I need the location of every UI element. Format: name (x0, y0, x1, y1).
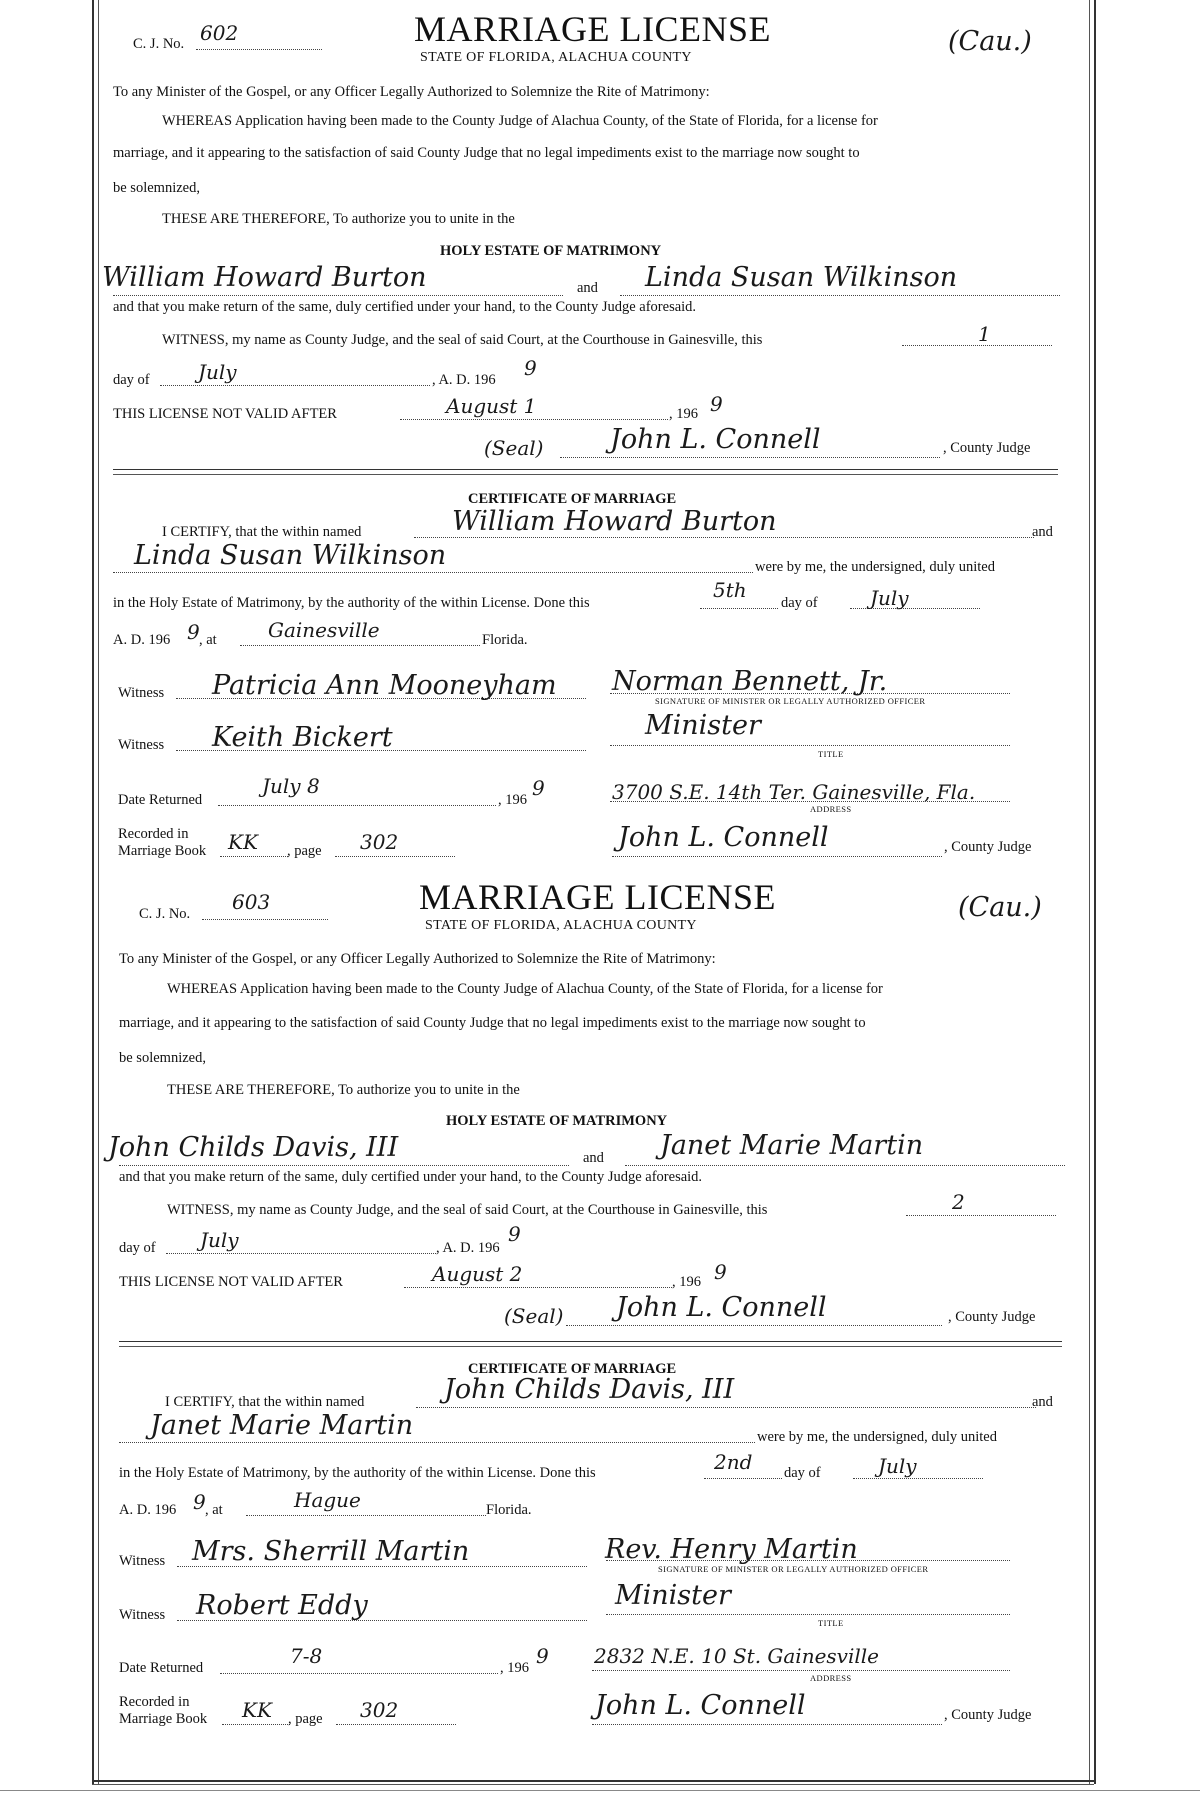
florida-label: Florida. (482, 632, 528, 648)
day-of-label: day of (113, 372, 150, 388)
license-title: MARRIAGE LICENSE (414, 9, 771, 49)
cj-label: C. J. No. (139, 906, 191, 922)
county-judge-label: , County Judge (943, 440, 1031, 456)
not-valid-label: THIS LICENSE NOT VALID AFTER (119, 1274, 343, 1290)
officer-caption: SIGNATURE OF MINISTER OR LEGALLY AUTHORIZED OFFICER (655, 696, 926, 706)
year-digit: 9 (187, 620, 200, 644)
month: July (198, 360, 237, 384)
ad-label: , A. D. 196 (436, 1240, 500, 1256)
date-returned: 7-8 (290, 1644, 323, 1668)
day-of-label: day of (119, 1240, 156, 1256)
comma-196: , 196 (672, 1274, 701, 1290)
recorded-in-label: Recorded in (119, 1694, 190, 1710)
officer-signature: Rev. Henry Martin (605, 1534, 858, 1565)
license-subtitle: STATE OF FLORIDA, ALACHUA COUNTY (425, 918, 697, 933)
book: KK (242, 1698, 272, 1722)
address-caption: ADDRESS (810, 1673, 852, 1683)
witness-line: WITNESS, my name as County Judge, and the seal of said Court, at the Courthouse in Gainesville, this (167, 1202, 768, 1218)
judge-signature: John L. Connell (610, 424, 821, 455)
county-judge-label: , County Judge (948, 1309, 1036, 1325)
license-subtitle: STATE OF FLORIDA, ALACHUA COUNTY (420, 50, 692, 65)
whereas-line-3: be solemnized, (113, 180, 200, 196)
not-valid-year: 9 (710, 392, 723, 416)
section-divider (113, 469, 1058, 470)
ad-line: A. D. 196 (119, 1502, 177, 1518)
page-number: 302 (360, 1698, 399, 1722)
day-of-label: day of (781, 595, 818, 611)
date-returned-label: Date Returned (119, 1660, 204, 1676)
therefore-line: THESE ARE THEREFORE, To authorize you to unite in the (167, 1082, 520, 1098)
bottom-border (92, 1780, 1094, 1782)
marriage-book-label: Marriage Book (119, 1711, 208, 1727)
certify-line: I CERTIFY, that the within named (165, 1394, 365, 1410)
ad-label: , A. D. 196 (432, 372, 496, 388)
therefore-line: THESE ARE THEREFORE, To authorize you to unite in the (162, 211, 515, 227)
address-line: To any Minister of the Gospel, or any Officer Legally Authorized to Solemnize the Rite of Matrimony: (119, 951, 716, 967)
holy-estate-line: in the Holy Estate of Matrimony, by the authority of the within License. Done this (119, 1465, 596, 1481)
address-caption: ADDRESS (810, 804, 852, 814)
officer-address: 3700 S.E. 14th Ter. Gainesville, Fla. (612, 780, 976, 804)
cert-judge-signature: John L. Connell (595, 1690, 806, 1721)
cert-and-word: and (1032, 1394, 1053, 1410)
whereas-line-2: marriage, and it appearing to the satisfaction of said County Judge that no legal impediments exist to the marriage now sought to (119, 1015, 866, 1031)
border-inner-right (1089, 0, 1090, 1784)
recorded-in-label: Recorded in (118, 826, 189, 842)
page-label: , page (287, 843, 322, 859)
return-line: and that you make return of the same, duly certified under your hand, to the County Judge aforesaid. (113, 299, 697, 315)
whereas-line-3: be solemnized, (119, 1050, 206, 1066)
seal-mark: (Seal) (484, 436, 544, 460)
bride-name: Janet Marie Martin (660, 1130, 924, 1161)
witness-1-label: Witness (119, 1553, 166, 1569)
county-judge-label: , County Judge (944, 839, 1032, 855)
at-label: , at (205, 1502, 223, 1518)
comma-196: , 196 (669, 406, 698, 422)
officer-address: 2832 N.E. 10 St. Gainesville (594, 1644, 880, 1668)
not-valid-date: August 2 (432, 1262, 523, 1286)
cert-and-word: and (1032, 524, 1053, 540)
cert-groom-name: John Childs Davis, III (444, 1374, 735, 1405)
year-digit: 9 (524, 356, 537, 380)
cj-number: 603 (232, 890, 271, 914)
section-divider (119, 1341, 1062, 1342)
done-day: 2nd (714, 1450, 753, 1474)
address-line: To any Minister of the Gospel, or any Officer Legally Authorized to Solemnize the Rite of Matrimony: (113, 84, 710, 100)
cj-label: C. J. No. (133, 36, 185, 52)
cert-groom-name: William Howard Burton (452, 506, 777, 537)
done-day: 5th (713, 578, 747, 602)
not-valid-label: THIS LICENSE NOT VALID AFTER (113, 406, 337, 422)
groom-name: John Childs Davis, III (108, 1132, 399, 1163)
at-label: , at (199, 632, 217, 648)
holy-estate-line: in the Holy Estate of Matrimony, by the authority of the within License. Done this (113, 595, 590, 611)
seal-mark: (Seal) (504, 1304, 564, 1328)
groom-name: William Howard Burton (102, 262, 427, 293)
page-edge (0, 1790, 1200, 1791)
day-of-label: day of (784, 1465, 821, 1481)
place: Gainesville (268, 618, 380, 642)
certify-line: I CERTIFY, that the within named (162, 524, 362, 540)
officer-title: Minister (615, 1580, 731, 1611)
witness-day: 2 (952, 1190, 965, 1214)
witness-line: WITNESS, my name as County Judge, and the seal of said Court, at the Courthouse in Gainesville, this (162, 332, 763, 348)
border-inner-left (98, 0, 99, 1784)
returned-year: 9 (532, 776, 545, 800)
race-note: (Cau.) (948, 26, 1032, 57)
and-word: and (583, 1150, 604, 1166)
returned-comma-196: , 196 (498, 792, 527, 808)
united-line: were by me, the undersigned, duly united (755, 559, 995, 575)
title-caption: TITLE (818, 1618, 844, 1628)
cert-bride-name: Janet Marie Martin (150, 1410, 414, 1441)
cert-bride-name: Linda Susan Wilkinson (134, 540, 447, 571)
race-note: (Cau.) (958, 892, 1042, 923)
whereas-line-2: marriage, and it appearing to the satisfaction of said County Judge that no legal impediments exist to the marriage now sought to (113, 145, 860, 161)
license-title: MARRIAGE LICENSE (419, 877, 776, 917)
united-line: were by me, the undersigned, duly united (757, 1429, 997, 1445)
witness-1-label: Witness (118, 685, 165, 701)
return-line: and that you make return of the same, duly certified under your hand, to the County Judge aforesaid. (119, 1169, 703, 1185)
date-returned-label: Date Returned (118, 792, 203, 808)
not-valid-year: 9 (714, 1260, 727, 1284)
date-returned: July 8 (262, 774, 320, 798)
certificate-title: CERTIFICATE OF MARRIAGE (468, 491, 677, 507)
witness-2-label: Witness (118, 737, 165, 753)
done-month: July (878, 1454, 917, 1478)
witness-2-label: Witness (119, 1607, 166, 1623)
month: July (200, 1228, 239, 1252)
officer-caption: SIGNATURE OF MINISTER OR LEGALLY AUTHORIZED OFFICER (658, 1564, 929, 1574)
cert-judge-signature: John L. Connell (618, 822, 829, 853)
witness-1-name: Mrs. Sherrill Martin (192, 1536, 470, 1567)
returned-comma-196: , 196 (500, 1660, 529, 1676)
witness-day: 1 (978, 322, 991, 346)
book: KK (228, 830, 258, 854)
certificate-title: CERTIFICATE OF MARRIAGE (468, 1361, 677, 1377)
florida-label: Florida. (486, 1502, 532, 1518)
bride-name: Linda Susan Wilkinson (645, 262, 958, 293)
holy-estate-heading: HOLY ESTATE OF MATRIMONY (446, 1113, 668, 1129)
officer-title: Minister (645, 710, 761, 741)
year-digit: 9 (508, 1222, 521, 1246)
cj-number: 602 (200, 21, 239, 45)
and-word: and (577, 280, 598, 296)
officer-signature: Norman Bennett, Jr. (612, 666, 888, 697)
judge-signature: John L. Connell (616, 1292, 827, 1323)
county-judge-label: , County Judge (944, 1707, 1032, 1723)
marriage-book-label: Marriage Book (118, 843, 207, 859)
title-caption: TITLE (818, 749, 844, 759)
ad-line: A. D. 196 (113, 632, 171, 648)
bottom-border-inner (92, 1784, 1094, 1785)
witness-2-name: Robert Eddy (196, 1590, 368, 1621)
place: Hague (294, 1488, 361, 1512)
not-valid-date: August 1 (446, 394, 537, 418)
done-month: July (870, 586, 909, 610)
witness-2-name: Keith Bickert (212, 722, 393, 753)
witness-1-name: Patricia Ann Mooneyham (212, 670, 557, 701)
year-digit: 9 (193, 1490, 206, 1514)
whereas-line-1: WHEREAS Application having been made to the County Judge of Alachua County, of the State of Florida, for a license for (162, 113, 878, 129)
page-label: , page (288, 1711, 323, 1727)
page-number: 302 (360, 830, 399, 854)
holy-estate-heading: HOLY ESTATE OF MATRIMONY (440, 243, 662, 259)
returned-year: 9 (536, 1644, 549, 1668)
whereas-line-1: WHEREAS Application having been made to the County Judge of Alachua County, of the State of Florida, for a license for (167, 981, 883, 997)
